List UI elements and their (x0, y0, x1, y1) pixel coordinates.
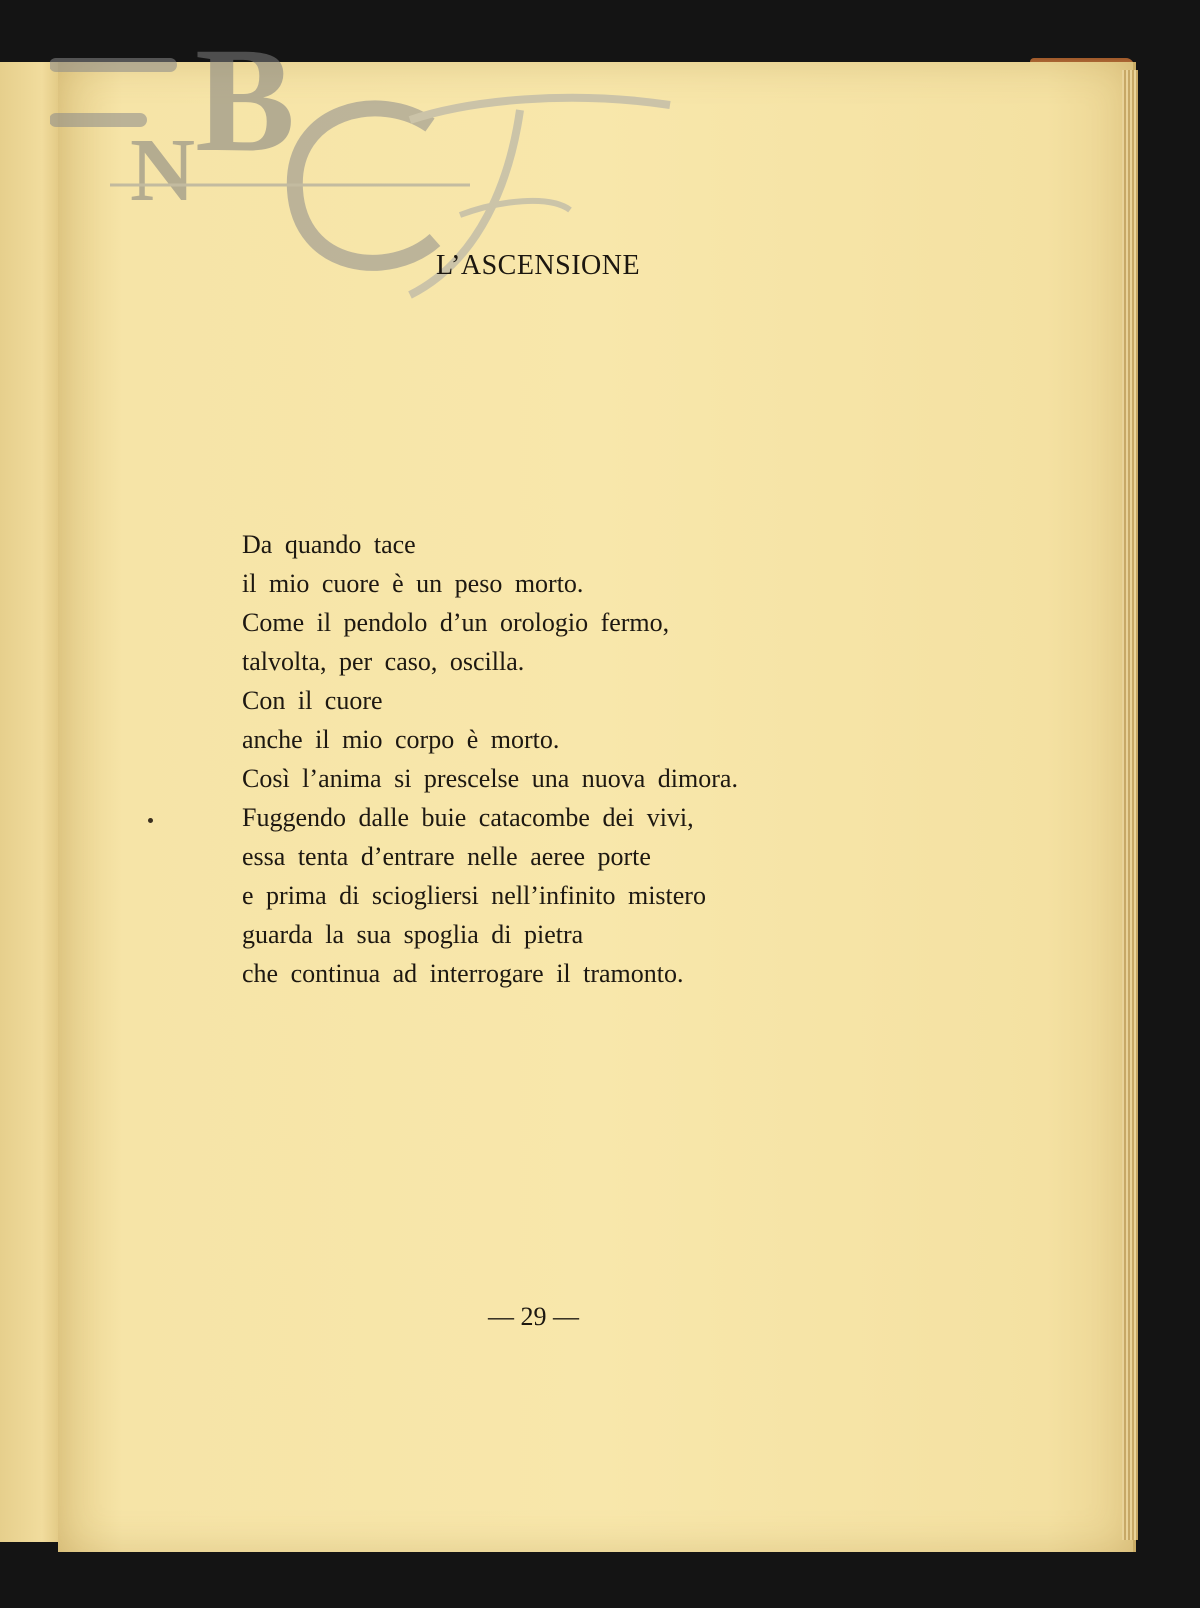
poem-line: anche il mio corpo è morto. (242, 725, 560, 754)
poem-body (242, 525, 738, 993)
poem-line: il mio cuore è un peso morto. (242, 569, 584, 598)
watermark-text: BNCF (50, 20, 53, 21)
page-stack-edge (1122, 70, 1138, 1540)
poem-title: L’ASCENSIONE (436, 250, 641, 281)
poem-line: che continua ad interrogare il tramonto. (242, 959, 684, 988)
poem-line: e prima di sciogliersi nell’infinito mistero (242, 881, 706, 910)
page-number: — 29 — (488, 1302, 579, 1331)
poem-line: Così l’anima si prescelse una nuova dimora. (242, 764, 738, 793)
poem-line: Come il pendolo d’un orologio fermo, (242, 608, 670, 637)
poem-line: Con il cuore (242, 686, 383, 715)
poem-line: guarda la sua spoglia di pietra (242, 920, 584, 949)
svg-text:B: B (195, 20, 296, 183)
poem-line: Da quando tace (242, 530, 416, 559)
poem-line: essa tenta d’entrare nelle aeree porte (242, 842, 651, 871)
svg-text:N: N (130, 121, 195, 220)
ink-speck (148, 818, 153, 823)
poem-line: talvolta, per caso, oscilla. (242, 647, 525, 676)
poem-line: Fuggendo dalle buie catacombe dei vivi, (242, 803, 694, 832)
